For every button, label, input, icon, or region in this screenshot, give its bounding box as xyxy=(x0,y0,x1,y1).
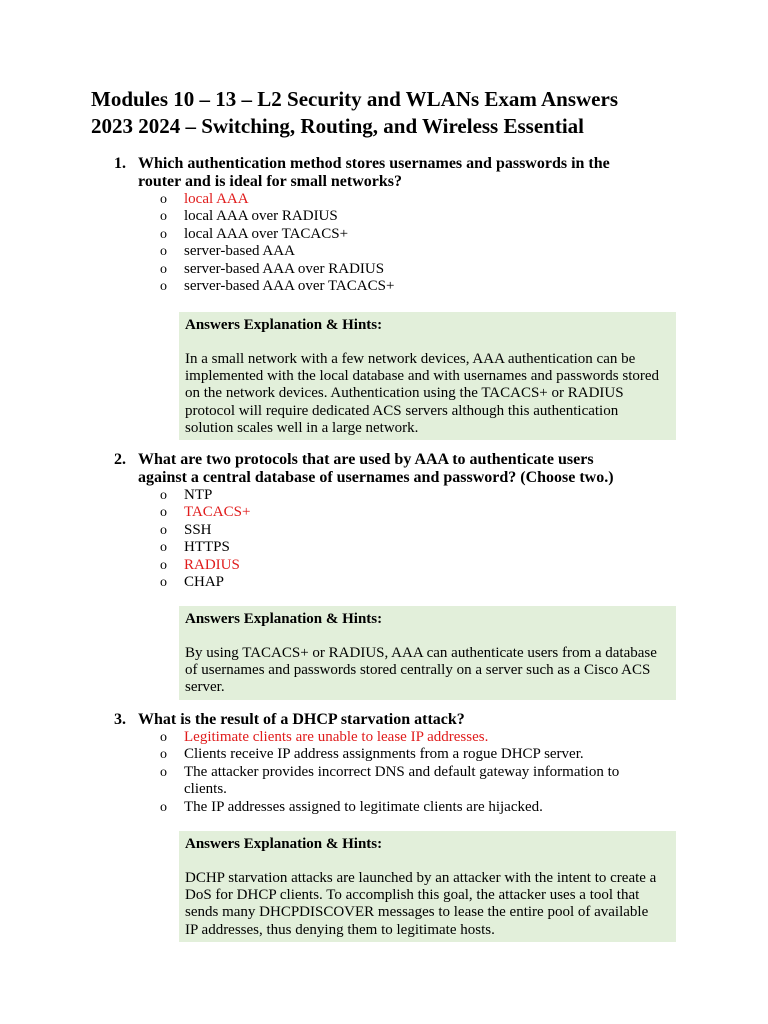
question-heading xyxy=(114,155,694,191)
bullet-icon: o xyxy=(160,261,167,277)
question-number: 1. xyxy=(114,155,126,172)
bullet-icon: o xyxy=(160,209,167,225)
question-text: Which authentication method stores usernames and passwords in the router and is ideal for small networks? xyxy=(138,155,610,190)
question-number: 2. xyxy=(114,451,126,468)
page-title xyxy=(91,86,731,140)
answer-option: o The attacker provides incorrect DNS and default gateway information to clients. xyxy=(160,763,620,798)
bullet-icon: o xyxy=(160,575,167,591)
question-text: What is the result of a DHCP starvation attack? xyxy=(138,711,465,728)
bullet-icon: o xyxy=(160,505,167,521)
bullet-icon: o xyxy=(160,226,167,242)
explanation-text: By using TACACS+ or RADIUS, AAA can authenticate users from a database of usernames and passwords stored centrally on a server such as a Cisco ACS server. xyxy=(185,645,657,696)
explanation-title: Answers Explanation & Hints: xyxy=(185,317,383,333)
answer-option: o local AAA over RADIUS xyxy=(160,208,338,225)
bullet-icon: o xyxy=(160,192,167,207)
answer-explanation-box xyxy=(179,831,676,942)
explanation-title: Answers Explanation & Hints: xyxy=(185,836,383,852)
explanation-text: In a small network with a few network devices, AAA authentication can be implemented with the local database and with usernames and passwords stored on the network devices. Authentication using the TACACS+ or RADIUS protocol will require dedicated ACS servers although this authentication solution scales well in a large network. xyxy=(185,351,660,436)
answer-options xyxy=(160,191,694,295)
answer-option: o RADIUS xyxy=(160,556,240,573)
bullet-icon: o xyxy=(160,522,167,538)
bullet-icon: o xyxy=(160,764,167,780)
bullet-icon: o xyxy=(160,557,167,573)
explanation-title: Answers Explanation & Hints: xyxy=(185,611,383,627)
answer-option: o server-based AAA over TACACS+ xyxy=(160,278,395,295)
answer-explanation-box xyxy=(179,312,676,440)
answer-option: o HTTPS xyxy=(160,539,230,556)
answer-option: o CHAP xyxy=(160,574,225,591)
question-3 xyxy=(114,711,694,816)
question-text: What are two protocols that are used by AAA to authenticate users against a central database of usernames and password? (Choose two.) xyxy=(138,451,614,486)
question-heading xyxy=(114,711,694,729)
title-line: Modules 10 – 13 – L2 Security and WLANs Exam Answers xyxy=(91,87,618,111)
title-line: 2023 2024 – Switching, Routing, and Wireless Essential xyxy=(91,114,584,138)
answer-option: o SSH xyxy=(160,521,212,538)
question-2 xyxy=(114,451,694,591)
answer-option: o local AAA xyxy=(160,191,249,207)
explanation-text: DCHP starvation attacks are launched by an attacker with the intent to create a DoS for DHCP clients. To accomplish this goal, the attacker uses a tool that sends many DHCPDISCOVER messages to lease the entire pool of available IP addresses, thus denying them to legitimate hosts. xyxy=(185,870,657,938)
answer-option: o server-based AAA over RADIUS xyxy=(160,260,385,277)
answer-explanation-box xyxy=(179,606,676,700)
answer-option: o Clients receive IP address assignments from a rogue DHCP server. xyxy=(160,746,584,763)
bullet-icon: o xyxy=(160,244,167,260)
bullet-icon: o xyxy=(160,730,167,745)
answer-option: o TACACS+ xyxy=(160,504,251,521)
answer-option: o local AAA over TACACS+ xyxy=(160,225,349,242)
answer-option: o NTP xyxy=(160,487,213,503)
bullet-icon: o xyxy=(160,488,167,503)
question-number: 3. xyxy=(114,711,126,728)
question-1 xyxy=(114,155,694,295)
bullet-icon: o xyxy=(160,747,167,763)
answer-options xyxy=(160,729,694,816)
question-heading xyxy=(114,451,694,487)
answer-option: o Legitimate clients are unable to lease IP addresses. xyxy=(160,729,489,745)
bullet-icon: o xyxy=(160,540,167,556)
answer-option: o server-based AAA xyxy=(160,243,295,260)
bullet-icon: o xyxy=(160,799,167,815)
answer-option: o The IP addresses assigned to legitimate clients are hijacked. xyxy=(160,798,543,815)
bullet-icon: o xyxy=(160,279,167,295)
answer-options xyxy=(160,487,694,591)
